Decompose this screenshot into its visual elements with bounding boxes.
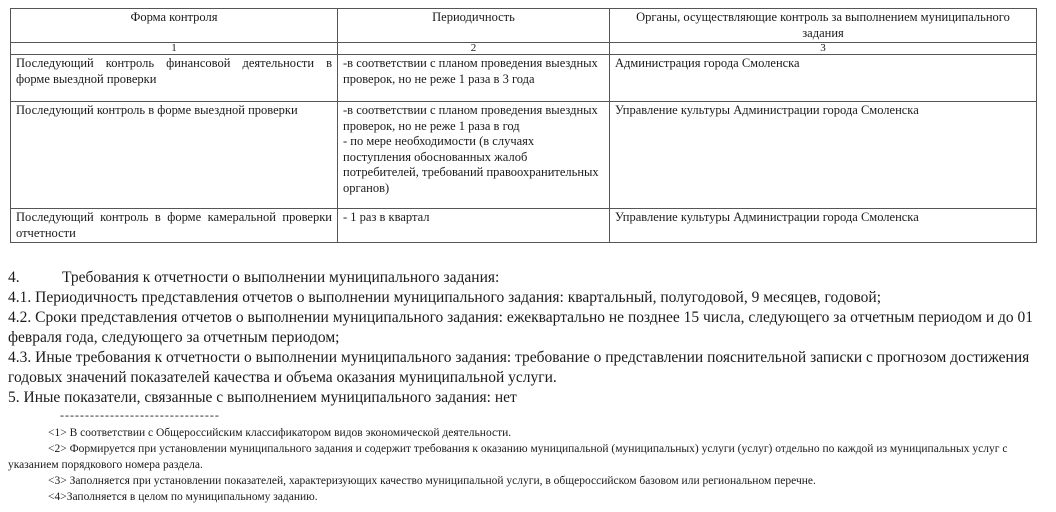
- period-line: - по мере необходимости (в случаях поступления обоснованных жалоб потребителей, требований правоохранительных органов): [343, 134, 599, 195]
- header-organ: Органы, осуществляющие контроль за выполнением муниципального задания: [610, 9, 1037, 43]
- col-number-3: 3: [610, 43, 1037, 55]
- section-4-heading: [8, 268, 1048, 288]
- section-4-title: Требования к отчетности о выполнении муниципального задания:: [62, 269, 500, 286]
- footnote-2: <2> Формируется при установлении муниципального задания и содержит требования к оказанию муниципальной (муниципальных) услуги (услуг) отдельно по каждой из муниципальных услуг с указанием порядкового номера раздела.: [8, 443, 1008, 471]
- table-number-row: [11, 43, 1037, 55]
- period-line: -в соответствии с планом проведения выездных проверок, но не реже 1 раза в год: [343, 103, 598, 133]
- section-4-number: 4.: [8, 269, 20, 286]
- footnote-1: <1> В соответствии с Общероссийским классификатором видов экономической деятельности.: [48, 427, 512, 439]
- table-row: [11, 209, 1037, 243]
- header-form: Форма контроля: [11, 9, 338, 43]
- row-form: Последующий контроль в форме выездной проверки: [11, 102, 338, 209]
- row-form: Последующий контроль финансовой деятельности в форме выездной проверки: [11, 55, 338, 102]
- footnote-separator: --------------------------------: [60, 408, 220, 422]
- footnote-4: <4>Заполняется в целом по муниципальному заданию.: [48, 491, 318, 503]
- header-period: Периодичность: [338, 9, 610, 43]
- footnote-3: <3> Заполняется при установлении показателей, характеризующих качество муниципальной услуги, в общероссийском базовом или региональном перечне.: [48, 475, 816, 487]
- period-line: -в соответствии с планом проведения выездных проверок, но не реже 1 раза в 3 года: [343, 56, 598, 86]
- section-4: [8, 268, 1048, 423]
- row-organ: Администрация города Смоленска: [610, 55, 1037, 102]
- row-period: [338, 102, 610, 209]
- row-period: [338, 209, 610, 243]
- row-organ: Управление культуры Администрации города Смоленска: [610, 102, 1037, 209]
- row-organ: Управление культуры Администрации города Смоленска: [610, 209, 1037, 243]
- period-line: - 1 раз в квартал: [343, 210, 430, 224]
- table-row: [11, 102, 1037, 209]
- row-form: Последующий контроль в форме камеральной проверки отчетности: [11, 209, 338, 243]
- row-period: [338, 55, 610, 102]
- footnotes: [8, 425, 1048, 505]
- table-header-row: [11, 9, 1037, 43]
- col-number-2: 2: [338, 43, 610, 55]
- paragraph-4-2: 4.2. Сроки представления отчетов о выполнении муниципального задания: ежеквартально не позднее 15 числа, следующего за отчетным периодом и до 01 февраля года, следующего за отчетным периодом;: [8, 309, 1034, 346]
- paragraph-4-1: 4.1. Периодичность представления отчетов о выполнении муниципального задания: квартальный, полугодовой, 9 месяцев, годовой;: [8, 289, 882, 306]
- table-row: [11, 55, 1037, 102]
- paragraph-5: 5. Иные показатели, связанные с выполнением муниципального задания: нет: [8, 389, 517, 406]
- col-number-1: 1: [11, 43, 338, 55]
- control-table: [10, 8, 1037, 243]
- paragraph-4-3: 4.3. Иные требования к отчетности о выполнении муниципального задания: требование о представлении пояснительной записки с прогнозом достижения годовых значений показателей качества и объема оказания муниципальной услуги.: [8, 349, 1030, 386]
